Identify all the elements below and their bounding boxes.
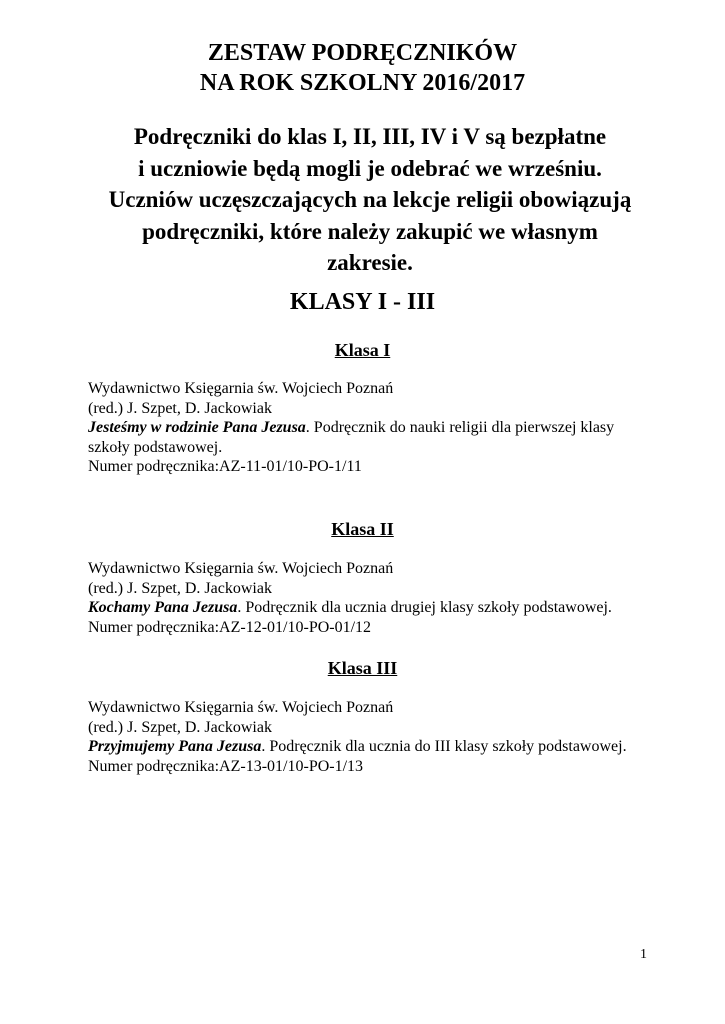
- textbook-number: Numer podręcznika:AZ-13-01/10-PO-1/13: [88, 757, 364, 775]
- book-description: [88, 737, 656, 757]
- publisher: Wydawnictwo Księgarnia św. Wojciech Poznań: [88, 380, 394, 397]
- class-heading: Klasa II: [331, 519, 394, 539]
- page-number: 1: [640, 947, 647, 962]
- intro-line: Podręczniki do klas I, II, III, IV i V są bezpłatne: [133, 124, 607, 149]
- intro-line: zakresie.: [327, 250, 413, 275]
- textbook-entry: [88, 379, 656, 477]
- book-desc-text: . Podręcznik dla ucznia do III klasy szkoły podstawowej.: [261, 738, 627, 755]
- title-line-1: ZESTAW PODRĘCZNIKÓW: [207, 40, 518, 66]
- intro-paragraph: [70, 121, 670, 279]
- book-desc-text: . Podręcznik dla ucznia drugiej klasy szkoły podstawowej.: [237, 599, 612, 616]
- textbook-number: Numer podręcznika:AZ-12-01/10-PO-01/12: [88, 618, 372, 636]
- class-heading: Klasa III: [327, 658, 398, 678]
- authors: (red.) J. Szpet, D. Jackowiak: [88, 579, 272, 597]
- intro-line: podręczniki, które należy zakupić we własnym: [142, 218, 598, 244]
- book-title: Przyjmujemy Pana Jezusa: [88, 738, 262, 755]
- intro-line: i uczniowie będą mogli je odebrać we wrześniu.: [138, 155, 602, 181]
- book-description: [88, 418, 656, 457]
- textbook-entry: [88, 698, 656, 776]
- document-title: [0, 38, 725, 98]
- book-title: Kochamy Pana Jezusa: [88, 599, 238, 616]
- textbook-number: Numer podręcznika:AZ-11-01/10-PO-1/11: [88, 458, 362, 475]
- textbook-entry: [88, 559, 656, 637]
- book-title: Jesteśmy w rodzinie Pana Jezusa: [88, 419, 306, 436]
- book-desc-text: . Podręcznik do nauki religii dla pierwszej klasy szkoły podstawowej.: [88, 419, 615, 456]
- publisher: Wydawnictwo Księgarnia św. Wojciech Poznań: [88, 560, 394, 577]
- book-description: [88, 598, 656, 618]
- publisher: Wydawnictwo Księgarnia św. Wojciech Poznań: [88, 699, 394, 716]
- intro-line: Uczniów uczęszczających na lekcje religii obowiązują: [108, 187, 632, 212]
- class-heading: Klasa I: [334, 340, 391, 360]
- section-heading: KLASY I - III: [289, 289, 436, 315]
- authors: (red.) J. Szpet, D. Jackowiak: [88, 399, 272, 417]
- authors: (red.) J. Szpet, D. Jackowiak: [88, 718, 272, 736]
- title-line-2: NA ROK SZKOLNY 2016/2017: [199, 70, 526, 96]
